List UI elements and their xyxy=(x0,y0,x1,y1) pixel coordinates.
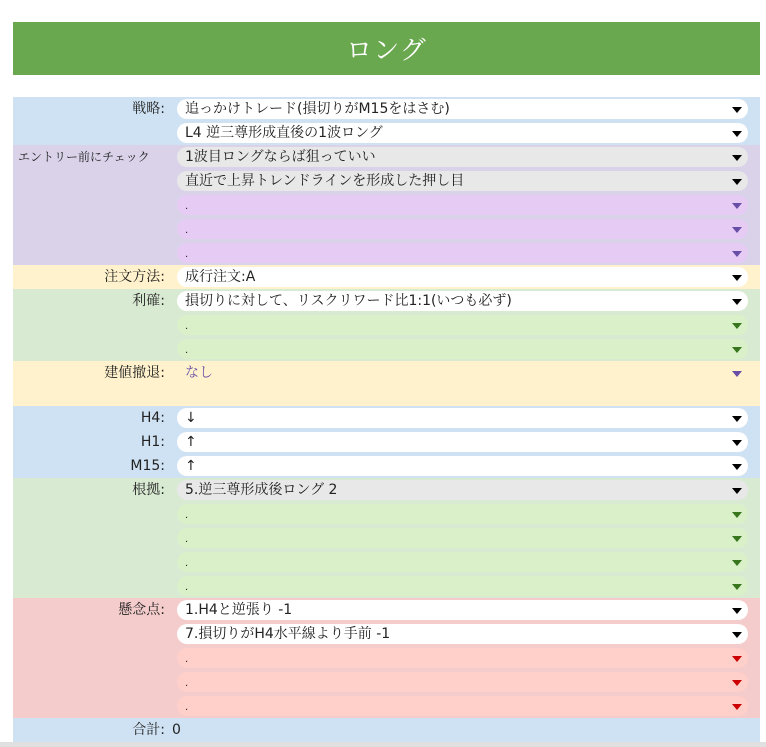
strategy-select-1[interactable]: 追っかけトレード(損切りがM15をはさむ) xyxy=(177,99,748,119)
entry-check-select-1[interactable]: 1波目ロングならば狙っていい xyxy=(177,147,748,167)
basis-select-2[interactable]: . xyxy=(177,504,748,524)
chevron-down-icon xyxy=(732,299,742,305)
concerns-section xyxy=(13,598,760,718)
entry-check-section xyxy=(13,145,760,265)
chevron-down-icon xyxy=(732,107,742,113)
total-section xyxy=(13,718,760,743)
entry-check-select-2[interactable]: 直近で上昇トレンドラインを形成した押し目 xyxy=(177,171,748,191)
basis-section xyxy=(13,478,760,598)
concerns-select-2[interactable]: 7.損切りがH4水平線より手前 -1 xyxy=(177,624,748,644)
chevron-down-icon xyxy=(732,560,742,566)
chevron-down-icon xyxy=(732,179,742,185)
chevron-down-icon xyxy=(732,632,742,638)
take-profit-section xyxy=(13,289,760,361)
chevron-down-icon xyxy=(732,155,742,161)
breakeven-label: 建値撤退: xyxy=(104,365,165,381)
take-profit-select-2[interactable]: . xyxy=(177,315,748,335)
order-method-select[interactable]: 成行注文:A xyxy=(177,267,748,287)
page-title: ロング xyxy=(13,22,760,75)
chevron-down-icon xyxy=(732,680,742,686)
strategy-label: 戦略: xyxy=(132,101,165,117)
bottom-divider xyxy=(0,742,766,747)
basis-select-3[interactable]: . xyxy=(177,528,748,548)
m15-label: M15: xyxy=(130,458,165,474)
h4-label: H4: xyxy=(140,410,165,426)
strategy-section xyxy=(13,97,760,145)
total-label: 合計: xyxy=(132,722,165,738)
h1-label: H1: xyxy=(140,434,165,450)
concerns-label: 懸念点: xyxy=(118,602,165,618)
entry-check-select-3[interactable]: . xyxy=(177,195,748,215)
basis-select-4[interactable]: . xyxy=(177,552,748,572)
total-value: 0 xyxy=(172,722,181,738)
concerns-select-1[interactable]: 1.H4と逆張り -1 xyxy=(177,600,748,620)
breakeven-select[interactable]: なし xyxy=(177,363,748,383)
chevron-down-icon xyxy=(732,704,742,710)
strategy-select-2[interactable]: L4 逆三尊形成直後の1波ロング xyxy=(177,123,748,143)
chevron-down-icon xyxy=(732,584,742,590)
chevron-down-icon xyxy=(732,371,742,377)
chevron-down-icon xyxy=(732,203,742,209)
concerns-select-5[interactable]: . xyxy=(177,696,748,716)
timeframe-section xyxy=(13,406,760,478)
chevron-down-icon xyxy=(732,416,742,422)
basis-select-5[interactable]: . xyxy=(177,576,748,596)
h4-select[interactable]: ↓ xyxy=(177,408,748,428)
chevron-down-icon xyxy=(732,347,742,353)
take-profit-select-1[interactable]: 損切りに対して、リスクリワード比1:1(いつも必ず) xyxy=(177,291,748,311)
concerns-select-4[interactable]: . xyxy=(177,672,748,692)
h1-select[interactable]: ↑ xyxy=(177,432,748,452)
take-profit-select-3[interactable]: . xyxy=(177,339,748,359)
chevron-down-icon xyxy=(732,275,742,281)
order-method-label: 注文方法: xyxy=(104,269,165,285)
chevron-down-icon xyxy=(732,323,742,329)
order-method-section xyxy=(13,265,760,289)
m15-select[interactable]: ↑ xyxy=(177,456,748,476)
chevron-down-icon xyxy=(732,464,742,470)
chevron-down-icon xyxy=(732,536,742,542)
chevron-down-icon xyxy=(732,227,742,233)
chevron-down-icon xyxy=(732,608,742,614)
chevron-down-icon xyxy=(732,251,742,257)
take-profit-label: 利確: xyxy=(132,293,165,309)
entry-check-label: エントリー前にチェック xyxy=(18,150,150,164)
chevron-down-icon xyxy=(732,656,742,662)
chevron-down-icon xyxy=(732,440,742,446)
chevron-down-icon xyxy=(732,488,742,494)
concerns-select-3[interactable]: . xyxy=(177,648,748,668)
entry-check-select-5[interactable]: . xyxy=(177,243,748,263)
trade-form xyxy=(13,97,760,743)
entry-check-select-4[interactable]: . xyxy=(177,219,748,239)
basis-select-1[interactable]: 5.逆三尊形成後ロング 2 xyxy=(177,480,748,500)
basis-label: 根拠: xyxy=(132,482,165,498)
breakeven-section xyxy=(13,361,760,406)
chevron-down-icon xyxy=(732,512,742,518)
chevron-down-icon xyxy=(732,131,742,137)
